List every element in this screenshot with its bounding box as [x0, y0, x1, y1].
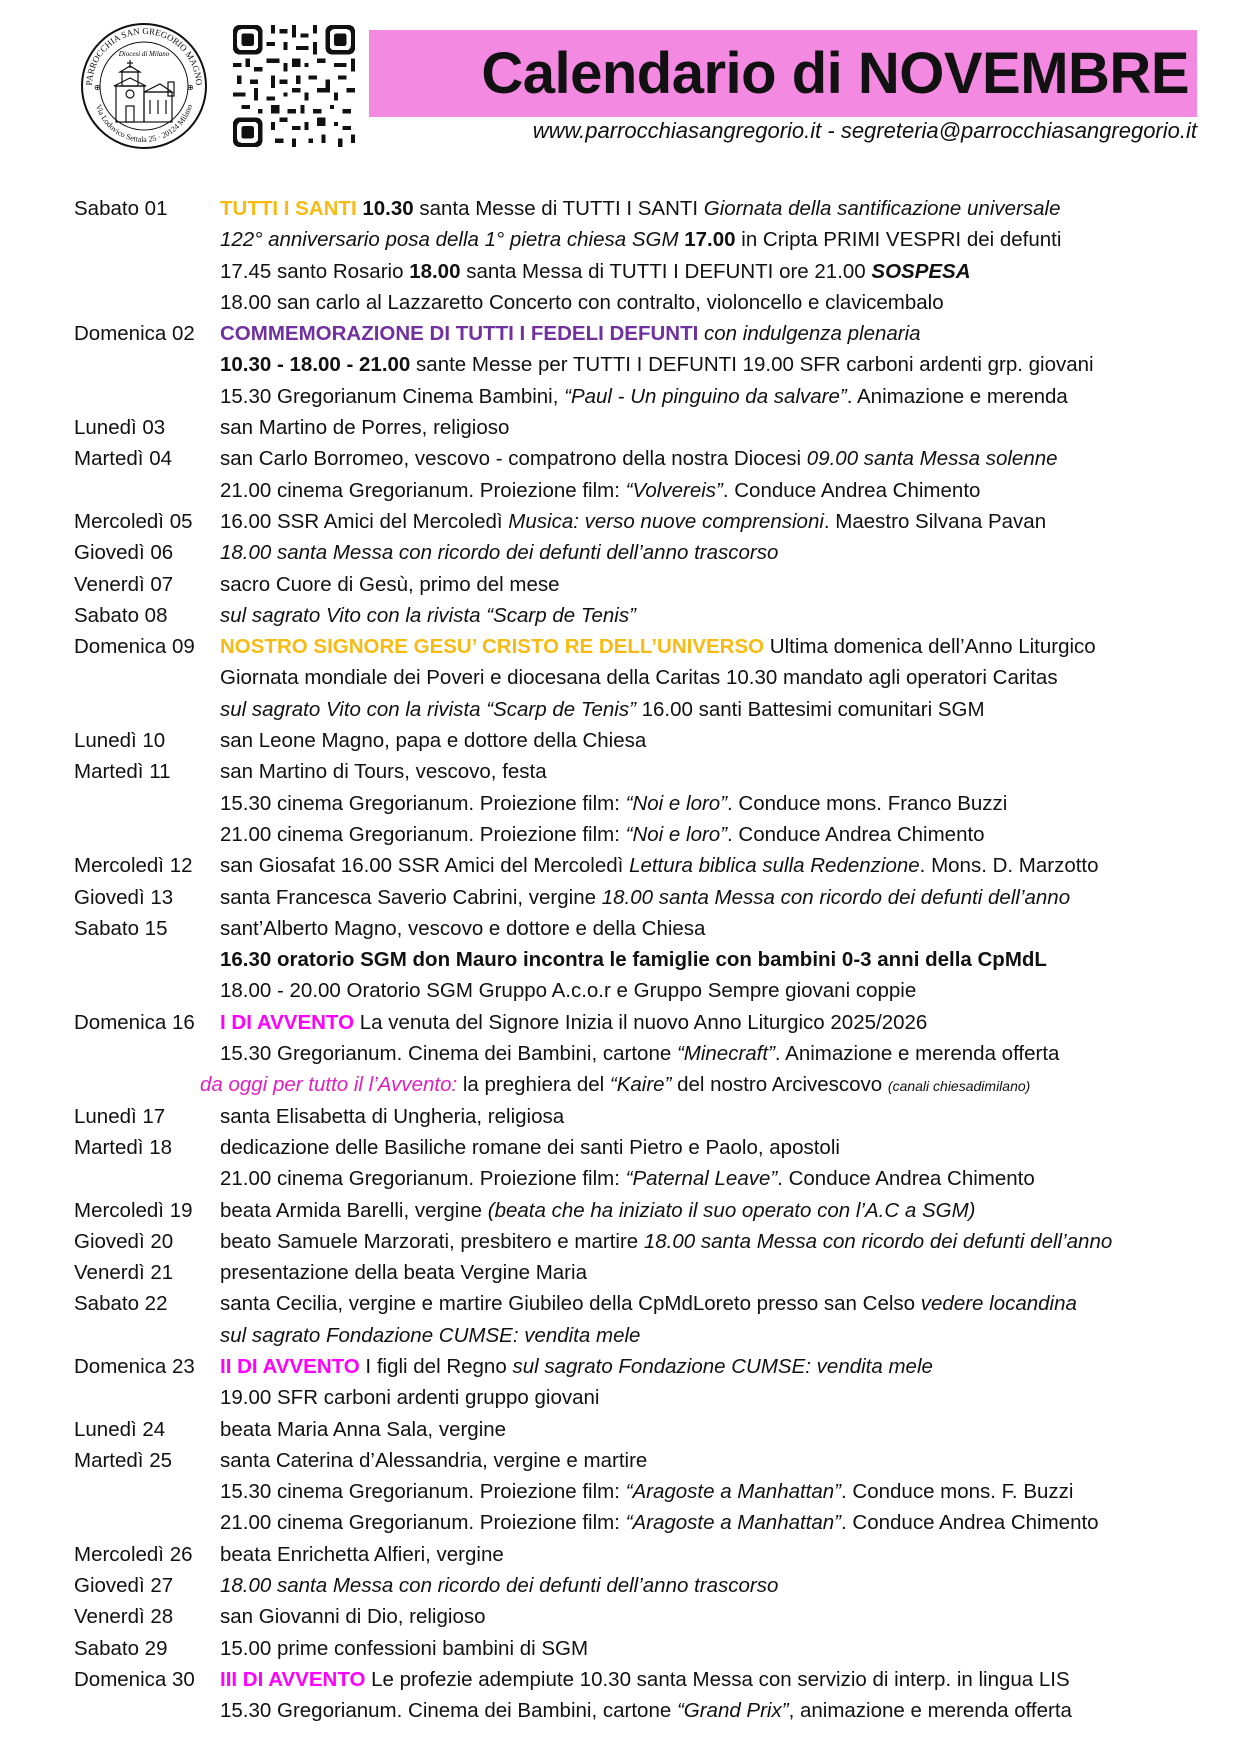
text-segment: sul sagrato Fondazione CUMSE: vendita mele [512, 1354, 933, 1378]
event-description [220, 537, 1214, 568]
day-label [74, 1382, 220, 1413]
calendar-entry-continuation [74, 1320, 1214, 1351]
text-segment: Lettura biblica sulla Redenzione [629, 854, 920, 878]
event-description [220, 1445, 1214, 1476]
day-label: Mercoledì 26 [74, 1542, 193, 1566]
text-segment: beata Enrichetta Alfieri, vergine [220, 1542, 504, 1566]
calendar-entry [74, 1257, 1214, 1288]
text-segment: . Maestro Silvana Pavan [823, 509, 1047, 533]
text-segment: “Paternal Leave” [625, 1167, 778, 1191]
qr-code-icon[interactable] [233, 25, 355, 147]
day-label: Sabato 15 [74, 916, 168, 940]
event-description [220, 882, 1214, 913]
day-label: Lunedì 24 [74, 1417, 166, 1441]
text-segment: san Leone Magno, papa e dottore della Chiesa [220, 729, 647, 753]
day-label: Lunedì 10 [74, 729, 166, 753]
event-description [220, 631, 1214, 662]
event-description [220, 725, 1214, 756]
day-label: Domenica 09 [74, 635, 195, 659]
day-label: Venerdì 07 [74, 572, 174, 596]
day-label: Martedì 11 [74, 760, 171, 784]
text-segment: SOSPESA [871, 259, 971, 283]
text-segment: sul sagrato Vito con la rivista “Scarp de Tenis” [220, 603, 636, 627]
text-segment: 18.00 [409, 259, 461, 283]
day-label [74, 1507, 220, 1538]
calendar-entry [74, 443, 1214, 474]
calendar-entry [74, 913, 1214, 944]
text-segment: sant’Alberto Magno, vescovo e dottore e della Chiesa [220, 916, 706, 940]
event-description [220, 1601, 1214, 1632]
text-segment: 15.00 prime confessioni bambini di SGM [220, 1636, 589, 1660]
calendar-list [74, 193, 1214, 1727]
event-description [220, 662, 1214, 693]
day-label: Venerdì 21 [74, 1261, 174, 1285]
day-label: Sabato 22 [74, 1292, 168, 1316]
event-description [220, 1007, 1214, 1038]
event-description [220, 944, 1214, 975]
text-segment: 18.00 santa Messa con ricordo dei defunti dell’anno [601, 885, 1071, 909]
calendar-entry-continuation [74, 381, 1214, 412]
text-segment: Musica: verso nuove comprensioni [508, 509, 824, 533]
text-segment: 15.30 cinema Gregorianum. Proiezione film: [220, 791, 626, 815]
day-label [74, 819, 220, 850]
text-segment: sul sagrato Vito con la rivista “Scarp de Tenis” [220, 697, 636, 721]
day-label [74, 944, 220, 975]
text-segment: I DI AVVENTO [220, 1010, 355, 1034]
day-label: Sabato 08 [74, 603, 168, 627]
calendar-entry-continuation [74, 944, 1214, 975]
calendar-entry-continuation [74, 1476, 1214, 1507]
event-description [220, 1633, 1214, 1664]
text-segment: . Conduce mons. F. Buzzi [841, 1480, 1074, 1504]
day-label [74, 475, 220, 506]
text-segment: sante Messe per TUTTI I DEFUNTI 19.00 SFR carboni ardenti grp. giovani [410, 353, 1094, 377]
text-segment: La venuta del Signore Inizia il nuovo Anno Liturgico 2025/2026 [354, 1010, 928, 1034]
day-label: Mercoledì 12 [74, 854, 193, 878]
event-description [220, 193, 1214, 224]
text-segment: “Paul - Un pinguino da salvare” [564, 384, 847, 408]
text-segment: 21.00 cinema Gregorianum. Proiezione film: [220, 822, 626, 846]
event-description [220, 788, 1214, 819]
event-description [220, 1101, 1214, 1132]
advent-note [74, 1069, 1214, 1100]
text-segment: sacro Cuore di Gesù, primo del mese [220, 572, 560, 596]
text-segment: 10.30 - 18.00 - 21.00 [220, 353, 411, 377]
event-description [220, 1664, 1214, 1695]
calendar-entry-continuation [74, 1695, 1214, 1726]
calendar-entry [74, 412, 1214, 443]
text-segment: santa Francesca Saverio Cabrini, vergine [220, 885, 602, 909]
event-description [220, 819, 1214, 850]
text-segment: del nostro Arcivescovo [671, 1073, 888, 1097]
text-segment: sul sagrato Fondazione CUMSE: vendita mele [220, 1323, 641, 1347]
text-segment: 21.00 cinema Gregorianum. Proiezione film: [220, 1511, 626, 1535]
text-segment: santa Messe di TUTTI I SANTI [413, 197, 704, 220]
text-segment: 16.30 oratorio SGM don Mauro incontra le famiglie con bambini 0-3 anni della CpMdL [220, 948, 1047, 972]
cross-icon-right: ⊕ [187, 83, 194, 92]
day-label: Giovedì 06 [74, 541, 174, 565]
text-segment: (canali chiesadimilano) [887, 1078, 1031, 1095]
text-segment: . Conduce Andrea Chimento [727, 822, 985, 846]
text-segment: . Conduce Andrea Chimento [841, 1511, 1099, 1535]
text-segment: 18.00 santa Messa con ricordo dei defunti dell’anno trascorso [220, 541, 779, 565]
calendar-entry [74, 1570, 1214, 1601]
calendar-entry [74, 1633, 1214, 1664]
calendar-entry [74, 1414, 1214, 1445]
text-segment: 21.00 cinema Gregorianum. Proiezione film: [220, 1167, 626, 1191]
day-label [74, 788, 220, 819]
day-label [74, 694, 220, 725]
event-description [220, 850, 1214, 881]
day-label: Martedì 04 [74, 447, 172, 471]
event-description [220, 506, 1214, 537]
event-description [220, 1038, 1214, 1069]
contacts-line[interactable]: www.parrocchiasangregorio.it - segreteria@parrocchiasangregorio.it [532, 118, 1197, 143]
day-label [74, 224, 220, 255]
text-segment: Giornata mondiale dei Poveri e diocesana della Caritas 10.30 mandato agli operatori Caritas [220, 666, 1058, 690]
text-segment: “Noi e loro” [625, 791, 728, 815]
text-segment: 18.00 santa Messa con ricordo dei defunti dell’anno trascorso [220, 1574, 779, 1598]
calendar-entry [74, 756, 1214, 787]
text-segment: II DI AVVENTO [220, 1354, 360, 1378]
calendar-entry [74, 1601, 1214, 1632]
calendar-entry-continuation [74, 1507, 1214, 1538]
logo-inner-text: Diocesi di Milano [118, 50, 170, 58]
text-segment: san Giovanni di Dio, religioso [220, 1605, 486, 1629]
text-segment: . Conduce Andrea Chimento [777, 1167, 1035, 1191]
text-segment: 15.30 Gregorianum. Cinema dei Bambini, cartone [220, 1042, 677, 1066]
text-segment: san Martino di Tours, vescovo, festa [220, 760, 547, 784]
event-description [220, 1476, 1214, 1507]
calendar-entry [74, 569, 1214, 600]
day-label: Venerdì 28 [74, 1605, 174, 1629]
text-segment: TUTTI I SANTI [220, 197, 357, 220]
calendar-entry [74, 1195, 1214, 1226]
event-description [220, 1320, 1214, 1351]
text-segment: beata Armida Barelli, vergine [220, 1198, 488, 1222]
day-label [74, 349, 220, 380]
text-segment: beato Samuele Marzorati, presbitero e martire [220, 1229, 644, 1253]
text-segment: (beata che ha iniziato il suo operato con l’A.C a SGM) [487, 1198, 976, 1222]
text-segment: . Animazione e merenda offerta [774, 1042, 1060, 1066]
text-segment: “Aragoste a Manhattan” [625, 1511, 842, 1535]
calendar-entry [74, 1132, 1214, 1163]
day-label: Domenica 23 [74, 1354, 195, 1378]
event-description [220, 443, 1214, 474]
event-description [220, 1132, 1214, 1163]
calendar-entry-continuation [74, 788, 1214, 819]
text-segment: 17.00 [684, 228, 736, 252]
logo-ring-text-bottom: Via Lodovico Settala 25 · 20124 Milano [93, 103, 195, 145]
calendar-entry [74, 1288, 1214, 1319]
text-segment: da oggi per tutto il l’Avvento: [200, 1073, 458, 1097]
calendar-entry [74, 1351, 1214, 1382]
text-segment: 18.00 santa Messa con ricordo dei defunti dell’anno [643, 1229, 1113, 1253]
event-description [220, 1382, 1214, 1413]
calendar-entry-continuation [74, 256, 1214, 287]
event-description [220, 256, 1214, 287]
calendar-entry-continuation [74, 694, 1214, 725]
event-description [220, 569, 1214, 600]
text-segment: santa Cecilia, vergine e martire Giubileo della CpMdLoreto presso san Celso [220, 1292, 921, 1316]
text-segment: “Noi e loro” [625, 822, 728, 846]
cross-icon-left: ⊕ [94, 83, 101, 92]
text-segment: NOSTRO SIGNORE GESU’ CRISTO RE DELL’UNIVERSO [220, 635, 765, 659]
text-segment: vedere locandina [920, 1292, 1077, 1316]
calendar-entry [74, 1664, 1214, 1695]
event-description [220, 412, 1214, 443]
text-segment: Giornata della santificazione universale [703, 197, 1061, 220]
calendar-entry [74, 1069, 1214, 1100]
event-description [220, 1351, 1214, 1382]
text-segment: 16.00 santi Battesimi comunitari SGM [635, 697, 985, 721]
day-label: Mercoledì 05 [74, 509, 193, 533]
text-segment: 15.30 Gregorianum. Cinema dei Bambini, cartone [220, 1699, 677, 1723]
day-label: Mercoledì 19 [74, 1198, 193, 1222]
event-description [220, 1288, 1214, 1319]
text-segment: 18.00 - 20.00 Oratorio SGM Gruppo A.c.o.r e Gruppo Sempre giovani coppie [220, 979, 917, 1003]
calendar-entry-continuation [74, 819, 1214, 850]
event-description [220, 756, 1214, 787]
day-label: Lunedì 03 [74, 416, 166, 440]
event-description [220, 381, 1214, 412]
text-segment: , animazione e merenda offerta [788, 1699, 1072, 1723]
event-description [220, 349, 1214, 380]
logo-ring-text-top: PARROCCHIA SAN GREGORIO MAGNO [83, 25, 205, 86]
calendar-entry [74, 725, 1214, 756]
calendar-entry [74, 1101, 1214, 1132]
calendar-entry-continuation [74, 975, 1214, 1006]
text-segment: santa Caterina d’Alessandria, vergine e martire [220, 1448, 648, 1472]
calendar-entry [74, 537, 1214, 568]
text-segment: la preghiera del [457, 1073, 610, 1097]
church-icon [114, 60, 174, 122]
event-description [220, 475, 1214, 506]
text-segment: 10.30 [362, 197, 414, 220]
calendar-entry [74, 193, 1214, 224]
day-label: Martedì 25 [74, 1448, 172, 1472]
event-description [220, 913, 1214, 944]
day-label [74, 975, 220, 1006]
text-segment: . Animazione e merenda [846, 384, 1068, 408]
text-segment: 19.00 SFR carboni ardenti gruppo giovani [220, 1386, 600, 1410]
text-segment: santa Messa di TUTTI I DEFUNTI ore 21.00 [460, 259, 872, 283]
page-title: Calendario di NOVEMBRE [481, 41, 1189, 106]
calendar-entry-continuation [74, 349, 1214, 380]
day-label [74, 1320, 220, 1351]
day-label: Martedì 18 [74, 1135, 172, 1159]
text-segment: . Conduce Andrea Chimento [722, 478, 981, 502]
text-segment: I figli del Regno [359, 1354, 513, 1378]
calendar-entry [74, 631, 1214, 662]
text-segment: in Cripta PRIMI VESPRI dei defunti [735, 228, 1062, 252]
calendar-entry [74, 1007, 1214, 1038]
event-description [220, 1257, 1214, 1288]
calendar-entry-continuation [74, 1163, 1214, 1194]
text-segment: 17.45 santo Rosario [220, 259, 410, 283]
day-label [74, 1038, 220, 1069]
calendar-entry [74, 1226, 1214, 1257]
text-segment: Le profezie adempiute 10.30 santa Messa con servizio di interp. in lingua LIS [365, 1667, 1070, 1691]
event-description [220, 1195, 1214, 1226]
day-label: Sabato 01 [74, 197, 168, 220]
day-label: Giovedì 13 [74, 885, 174, 909]
text-segment: “Grand Prix” [676, 1699, 789, 1723]
calendar-entry [74, 506, 1214, 537]
calendar-entry-continuation [74, 662, 1214, 693]
text-segment: 09.00 santa Messa solenne [806, 447, 1058, 471]
calendar-entry [74, 318, 1214, 349]
calendar-entry-continuation [74, 287, 1214, 318]
event-description [220, 318, 1214, 349]
text-segment: “Aragoste a Manhattan” [625, 1480, 842, 1504]
day-label: Sabato 29 [74, 1636, 168, 1660]
event-description [220, 1539, 1214, 1570]
text-segment: Ultima domenica dell’Anno Liturgico [764, 635, 1096, 659]
event-description [220, 1570, 1214, 1601]
text-segment: . Conduce mons. Franco Buzzi [727, 791, 1008, 815]
event-description [220, 1695, 1214, 1726]
text-segment: III DI AVVENTO [220, 1667, 366, 1691]
day-label: Giovedì 27 [74, 1574, 174, 1598]
calendar-entry-continuation [74, 224, 1214, 255]
event-description [220, 287, 1214, 318]
event-description [220, 1163, 1214, 1194]
event-description [220, 1507, 1214, 1538]
parish-logo [80, 22, 208, 150]
calendar-entry-continuation [74, 475, 1214, 506]
text-segment: con indulgenza plenaria [704, 322, 921, 346]
text-segment: “Kaire” [609, 1073, 672, 1097]
text-segment: 15.30 cinema Gregorianum. Proiezione film: [220, 1480, 626, 1504]
text-segment: beata Maria Anna Sala, vergine [220, 1417, 507, 1441]
day-label [74, 287, 220, 318]
text-segment: . Mons. D. Marzotto [919, 854, 1099, 878]
day-label [74, 1163, 220, 1194]
event-description [220, 975, 1214, 1006]
text-segment: santa Elisabetta di Ungheria, religiosa [220, 1104, 565, 1128]
event-description [220, 1414, 1214, 1445]
calendar-entry [74, 1539, 1214, 1570]
day-label [74, 1476, 220, 1507]
day-label [74, 381, 220, 412]
text-segment: “Minecraft” [676, 1042, 775, 1066]
event-description [220, 694, 1214, 725]
text-segment: “Volvereis” [625, 478, 723, 502]
calendar-entry [74, 850, 1214, 881]
day-label [74, 662, 220, 693]
event-description [220, 224, 1214, 255]
day-label: Domenica 16 [74, 1010, 195, 1034]
day-label: Lunedì 17 [74, 1104, 166, 1128]
text-segment: 18.00 san carlo al Lazzaretto Concerto con contralto, violoncello e clavicembalo [220, 290, 944, 314]
text-segment: presentazione della beata Vergine Maria [220, 1261, 587, 1285]
calendar-entry [74, 882, 1214, 913]
day-label: Domenica 02 [74, 322, 195, 346]
calendar-entry-continuation [74, 1038, 1214, 1069]
text-segment: 122° anniversario posa della 1° pietra chiesa SGM [220, 228, 679, 252]
day-label [74, 256, 220, 287]
event-description [220, 600, 1214, 631]
calendar-entry [74, 1445, 1214, 1476]
calendar-entry [74, 600, 1214, 631]
text-segment: 21.00 cinema Gregorianum. Proiezione film: [220, 478, 626, 502]
text-segment: san Carlo Borromeo, vescovo - compatrono della nostra Diocesi [220, 447, 807, 471]
day-label [74, 1695, 220, 1726]
text-segment: COMMEMORAZIONE DI TUTTI I FEDELI DEFUNTI [220, 322, 699, 346]
day-label: Giovedì 20 [74, 1229, 174, 1253]
text-segment: 16.00 SSR Amici del Mercoledì [220, 509, 509, 533]
day-label: Domenica 30 [74, 1667, 195, 1691]
text-segment: san Giosafat 16.00 SSR Amici del Mercoledì [220, 854, 630, 878]
text-segment: san Martino de Porres, religioso [220, 416, 510, 440]
text-segment: dedicazione delle Basiliche romane dei santi Pietro e Paolo, apostoli [220, 1135, 840, 1159]
text-segment: 15.30 Gregorianum Cinema Bambini, [220, 384, 565, 408]
calendar-entry-continuation [74, 1382, 1214, 1413]
event-description [220, 1226, 1214, 1257]
